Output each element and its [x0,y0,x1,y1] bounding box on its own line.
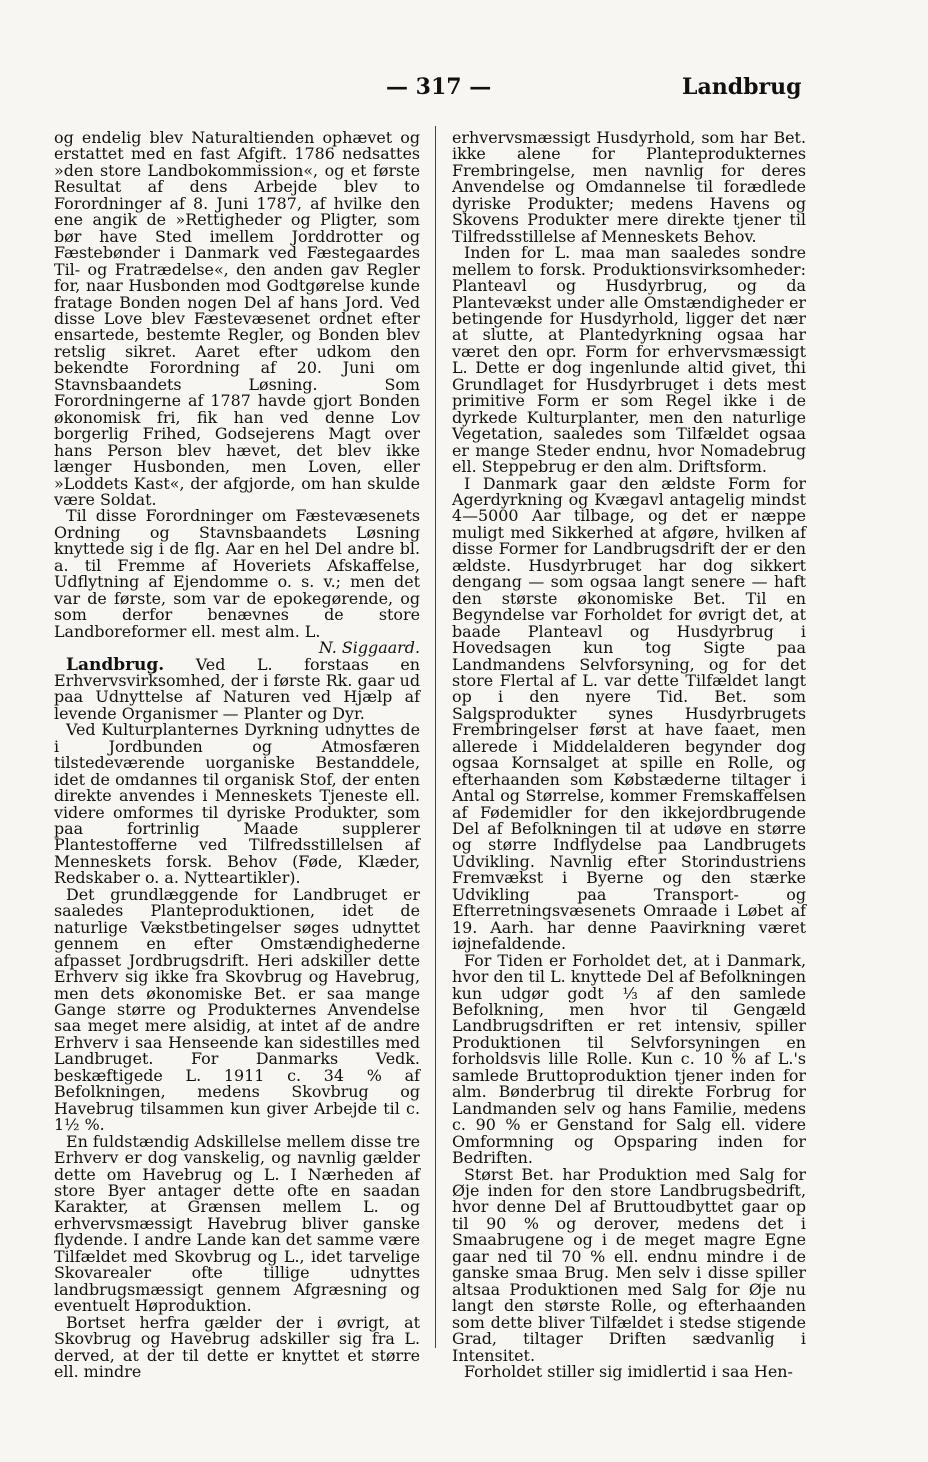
author-signature: N. Siggaard. [318,638,420,658]
running-head: Landbrug [682,74,802,100]
entry-text: Ved L. forstaas en Erhvervsvirksomhed, der i første Rk. gaar ud paa Udnyttelse af Naturen ved Hjælp af levende Organismer — Planter og Dyr. [54,654,420,723]
left-column [54,130,420,1380]
paragraph: En fuldstændig Adskillelse mellem disse tre Erhverv er dog vanskelig, og navnlig gælder dette om Havebrug og L. I Nærheden af store Byer antager dette ofte en saadan Karakter, at Grænsen mellem L. og erhvervsmæssigt Havebrug bliver ganske flydende. I andre Lande kan det samme være Tilfældet med Skovbrug og L., idet tarvelige Skovarealer ofte tillige udnyttes landbrugsmæssigt gennem Afgræsning og eventuelt Høproduktion. [54,1131,420,1316]
paragraph: Ved Kulturplanternes Dyrkning udnyttes de i Jordbunden og Atmosfæren tilstedeværende uorganiske Bestanddele, idet de omdannes til organisk Stof, der enten direkte anvendes i Menneskets Tjeneste ell. videre omformes til dyriske Produkter, som paa fortrinlig Maade supplerer Plantestofferne ved Tilfredsstillelsen af Menneskets forsk. Behov (Føde, Klæder, Redskaber o. a. Nytteartikler). [54,720,420,888]
column-divider [435,126,436,1348]
paragraph: Forholdet stiller sig imidlertid i saa Hen- [464,1361,793,1381]
entry-paragraph [54,654,420,723]
paragraph: Til disse Forordninger om Fæstevæsenets Ordning og Stavnsbaandets Løsning knyttede sig i de flg. Aar en hel Del andre bl. a. til Fremme af Hoveriets Afskaffelse, Udflytning af Ejendomme o. s. v.; men det var de første, som var de epokegørende, og som derfor benævnes de store Landboreformer ell. mest alm. L. [54,506,420,641]
paragraph: erhvervsmæssigt Husdyrhold, som har Bet. ikke alene for Planteprodukternes Frembringelse, men navnlig for deres Anvendelse og Omdannelse til forædlede dyriske Produkter; medens Havens og Skovens Produkter mere direkte tjener til Tilfredsstillelse af Menneskets Behov. [452,128,806,246]
paragraph: Inden for L. maa man saaledes sondre mellem to forsk. Produktionsvirksomheder: Planteavl og Husdyrbrug, og da Plantevækst under alle Omstændigheder er betingende for Husdyrhold, ligger det nær at slutte, at Plantedyrkning ogsaa har været den opr. Form for erhvervsmæssigt L. Dette er dog ingenlunde altid givet, thi Grundlaget for Husdyrbruget i dets mest primitive Form er som Regel ikke i de dyrkede Kulturplanter, men den naturlige Vegetation, saaledes som Tilfældet ogsaa er mange Steder endnu, hvor Nomadebrug ell. Steppebrug er den alm. Driftsform. [452,243,806,477]
paragraph: og endelig blev Naturaltienden ophævet og erstattet med en fast Afgift. 1786 nedsattes »den store Landbokommission«, og et første Resultat af dens Arbejde blev to Forordninger af 8. Juni 1787, af hvilke den ene angik de »Rettigheder og Pligter, som bør have Sted imellem Jorddrotter og Fæstebønder i Danmark ved Fæstegaardes Til- og Fratrædelse«, den anden gav Regler for, naar Husbonden mod Godtgørelse kunde fratage Bonden nogen Del af hans Jord. Ved disse Love blev Fæstevæsenet ordnet efter ensartede, bestemte Regler, og Bonden blev retslig sikret. Aaret efter udkom den bekendte Forordning af 20. Juni om Stavnsbaandets Løsning. Som Forordningerne af 1787 havde gjort Bonden økonomisk fri, fik han ved denne Lov borgerlig Frihed, Godsejerens Magt over hans Person blev hævet, det blev ikke længer Husbonden, men Loven, eller »Loddets Kast«, der afgjorde, om han skulde være Soldat. [54,128,420,509]
paragraph: I Danmark gaar den ældste Form for Agerdyrkning og Kvægavl antagelig mindst 4—5000 Aar tilbage, og det er næppe muligt med Sikkerhed at afgøre, hvilken af disse Former for Landbrugsdrift der er den ældste. Husdyrbruget har dog sikkert dengang — som ogsaa langt senere — haft den største økonomiske Bet. Til en Begyndelse var Forholdet for øvrigt det, at baade Planteavl og Husdyrbrug i Hovedsagen kun tog Sigte paa Landmandens Selvforsyning, og for det store Flertal af L. var dette Tilfældet langt op i den nyere Tid. Bet. som Salgsprodukter synes Husdyrbrugets Frembringelser først at have faaet, men allerede i Middelalderen begynder dog ogsaa Kornsalget at spille en Rolle, og efterhaanden som Købstæderne tiltager i Antal og Størrelse, kommer Fremskaffelsen af Fødemidler for den ikkejordbrugende Del af Befolkningen til at udøve en større og større Indflydelse paa Landbrugets Udvikling. Navnlig efter Storindustriens Fremvækst i Byerne og den stærke Udvikling paa Transport- og Efterretningsvæsenets Omraade i Løbet af 19. Aarh. har denne Paavirkning været iøjnefaldende. [452,473,806,954]
entry-headword: Landbrug. [66,654,165,675]
paragraph: Det grundlæggende for Landbruget er saaledes Planteproduktionen, idet de naturlige Vækstbetingelser søges udnyttet gennem en efter Omstændighederne afpasset Jordbrugsdrift. Heri adskiller dette Erhverv sig ikke fra Skovbrug og Havebrug, men dets økonomiske Bet. er saa mange Gange større og Produkternes Anvendelse saa meget mere alsidig, at intet af de andre Erhverv i saa Henseende kan sidestilles med Landbruget. For Danmarks Vedk. beskæftigede L. 1911 c. 34 % af Befolkningen, medens Skovbrug og Havebrug tilsammen kun giver Arbejde til c. 1½ %. [54,884,420,1135]
right-column [452,130,806,1380]
paragraph: Størst Bet. har Produktion med Salg for Øje inden for den store Landbrugsbedrift, hvor denne Del af Bruttoudbyttet gaar op til 90 % og derover, medens det i Smaabrugene og i de meget magre Egne gaar ned til 70 % ell. endnu mindre i de ganske smaa Brug. Men selv i disse spiller altsaa Produktionen med Salg for Øje nu langt den største Rolle, og efterhaanden som dette bliver Tilfældet i stedse stigende Grad, tiltager Driften sædvanlig i Intensitet. [452,1164,806,1365]
paragraph: For Tiden er Forholdet det, at i Danmark, hvor den til L. knyttede Del af Befolkningen kun udgør godt ⅓ af den samlede Befolkning, men hvor til Gengæld Landbrugsdriften er ret intensiv, spiller Produktionen til Selvforsyningen en forholdsvis lille Rolle. Kun c. 10 % af L.'s samlede Bruttoproduktion tjener inden for alm. Bønderbrug til direkte Forbrug for Landmanden selv og hans Familie, medens c. 90 % er Genstand for Salg ell. videre Omformning og Opsparing inden for Bedriften. [452,950,806,1168]
page-header [0,72,928,108]
page-number: — 317 — [386,74,492,100]
paragraph: Bortset herfra gælder der i øvrigt, at Skovbrug og Havebrug adskiller sig fra L. derved, at der til dette er knyttet et større ell. mindre [54,1312,420,1381]
